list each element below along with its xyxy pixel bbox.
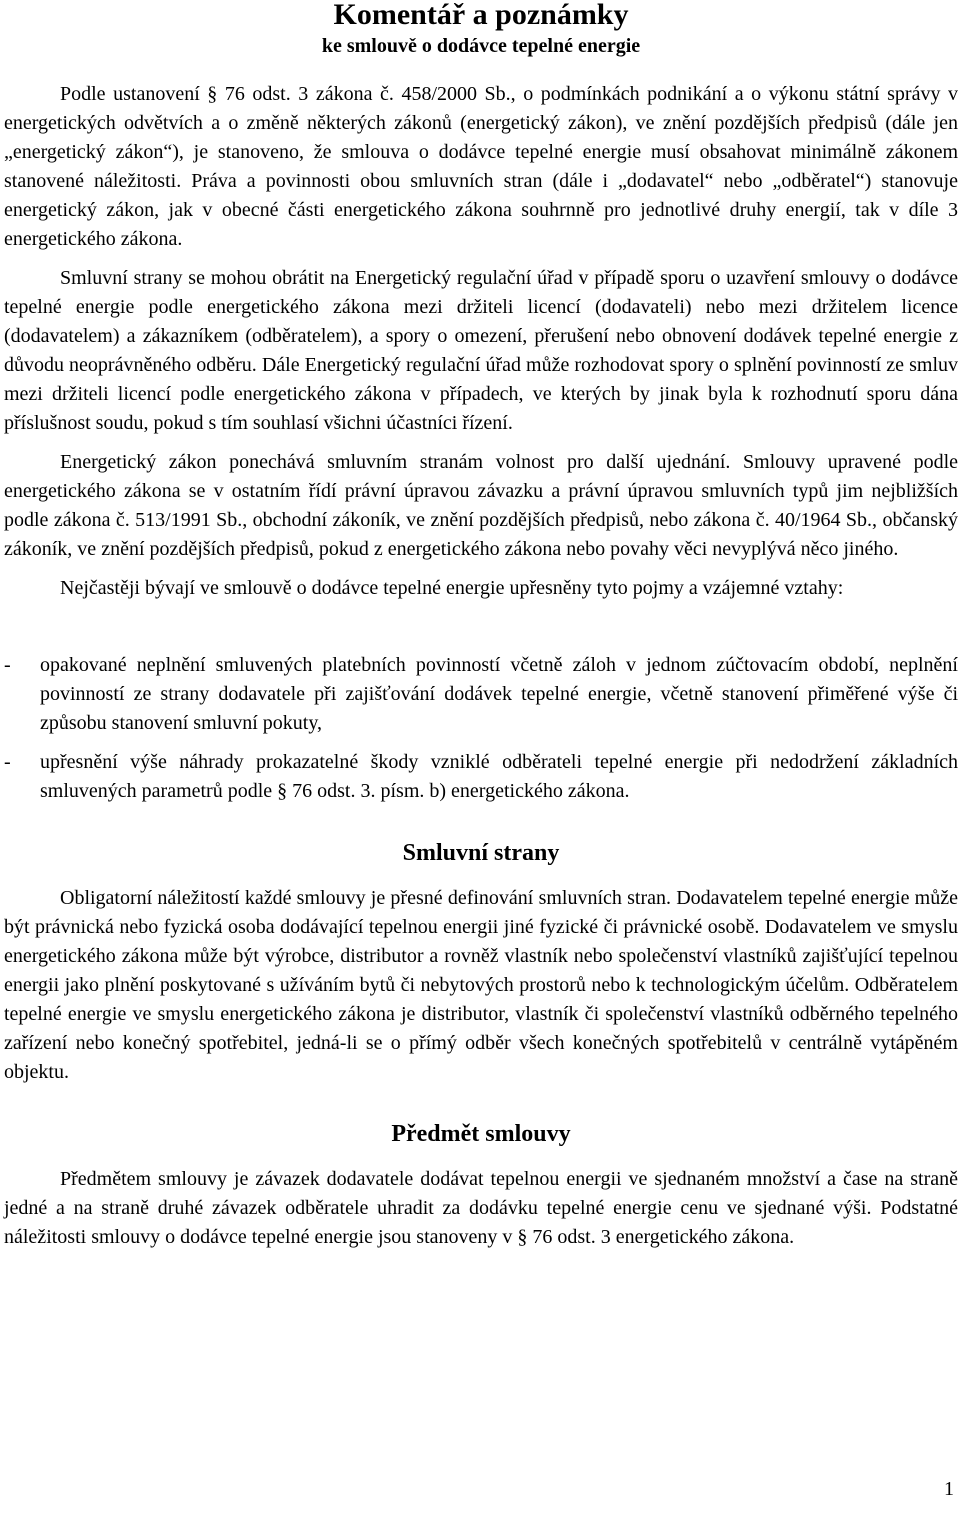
- list-item: [4, 651, 958, 738]
- spacer: [4, 438, 958, 448]
- document-title: Komentář a poznámky: [333, 0, 629, 31]
- paragraph-dispute-resolution: Smluvní strany se mohou obrátit na Energetický regulační úřad v případě sporu o uzavření smlouvy o dodávce tepelné energie podle energetického zákona mezi držiteli licencí (dodavateli) nebo mezi držitelem licence (dodavatelem) a zákazníkem (odběratelem), a spory o omezení, přerušení nebo obnovení dodávek tepelné energie z důvodu neoprávněného odběru. Dále Energetický regulační úřad může rozhodovat spory o splnění povinností ze smluv mezi držiteli licencí podle energetického zákona v případech, ve kterých by jinak byla k rozhodnutí sporu dána příslušnost soudu, pokud s tím souhlasí všichni účastníci řízení.: [4, 267, 958, 434]
- paragraph-contract-freedom: Energetický zákon ponechává smluvním stranám volnost pro další ujednání. Smlouvy upravené podle energetického zákona se v ostatním řídí právní úpravou závazku a právní úpravou smluvních typů jim nejbližších podle zákona č. 513/1991 Sb., obchodní zákoník, ve znění pozdějších předpisů, nebo zákona č. 40/1964 Sb., občanský zákoník, ve znění pozdějších předpisů, pokud z energetického zákona nebo povahy věci nevyplývá něco jiného.: [4, 451, 958, 560]
- spacer: [4, 564, 958, 574]
- list-item-text: opakované neplnění smluvených platebních povinností včetně záloh v jednom zúčtovacím období, neplnění povinností ze strany dodavatele při zajišťování dodávek tepelné energie, včetně stanovení přiměřené výše či způsobu stanovení smluvní pokuty,: [40, 654, 958, 734]
- section-heading-contract-subject: Předmět smlouvy: [391, 1121, 571, 1147]
- list-item-text: upřesnění výše náhrady prokazatelné škody vzniklé odběrateli tepelné energie při nedodržení základních smluvených parametrů podle § 76 odst. 3. písm. b) energetického zákona.: [40, 751, 958, 802]
- list-item: [4, 748, 958, 806]
- document-page: [4, 0, 958, 1252]
- spacer: [4, 603, 958, 651]
- section-text-contract-parties: Obligatorní náležitostí každé smlouvy je přesné definování smluvních stran. Dodavatelem tepelné energie může být právnická nebo fyzická osoba dodávající tepelnou energii jiné fyzické či právnické osobě. Dodavatelem ve smyslu energetického zákona může být výrobce, distributor a rovněž vlastník nebo společenství vlastníků zajišťující tepelnou energii jako plnění poskytované s užíváním bytů či nebytových prostorů nebo k technologickým účelům. Odběratelem tepelné energie ve smyslu energetického zákona je distributor, vlastník či společenství vlastníků odběrného tepelného zařízení nebo konečný spotřebitel, jedná-li se o přímý odběr všech konečných spotřebitelů v centrálně vytápěném objektu.: [4, 887, 958, 1083]
- section-heading-contract-parties: Smluvní strany: [402, 840, 560, 866]
- spacer: [4, 254, 958, 264]
- list-marker: -: [4, 654, 11, 676]
- spacer: [4, 738, 958, 748]
- document-subtitle: ke smlouvě o dodávce tepelné energie: [321, 35, 641, 57]
- page-number: 1: [944, 1478, 954, 1500]
- list-marker: -: [4, 751, 11, 773]
- section-text-contract-subject: Předmětem smlouvy je závazek dodavatele dodávat tepelnou energii ve sjednaném množství a čase na straně jedné a na straně druhé závazek odběratele uhradit za dodávku tepelné energie cenu ve sjednané výši. Podstatné náležitosti smlouvy o dodávce tepelné energie jsou stanoveny v § 76 odst. 3 energetického zákona.: [4, 1168, 958, 1248]
- paragraph-intro: Podle ustanovení § 76 odst. 3 zákona č. 458/2000 Sb., o podmínkách podnikání a o výkonu státní správy v energetických odvětvích a o změně některých zákonů (energetický zákon), ve znění pozdějších předpisů (dále jen „energetický zákon“), je stanoveno, že smlouva o dodávce tepelné energie musí obsahovat minimálně zákonem stanovené náležitosti. Práva a povinnosti obou smluvních stran (dále i „dodavatel“ nebo „odběratel“) stanovuje energetický zákon, jak v obecné části energetického zákona souhrnně pro jednotlivé druhy energií, tak v díle 3 energetického zákona.: [4, 83, 958, 250]
- paragraph-list-intro: Nejčastěji bývají ve smlouvě o dodávce tepelné energie upřesněny tyto pojmy a vzájemné vztahy:: [60, 577, 844, 599]
